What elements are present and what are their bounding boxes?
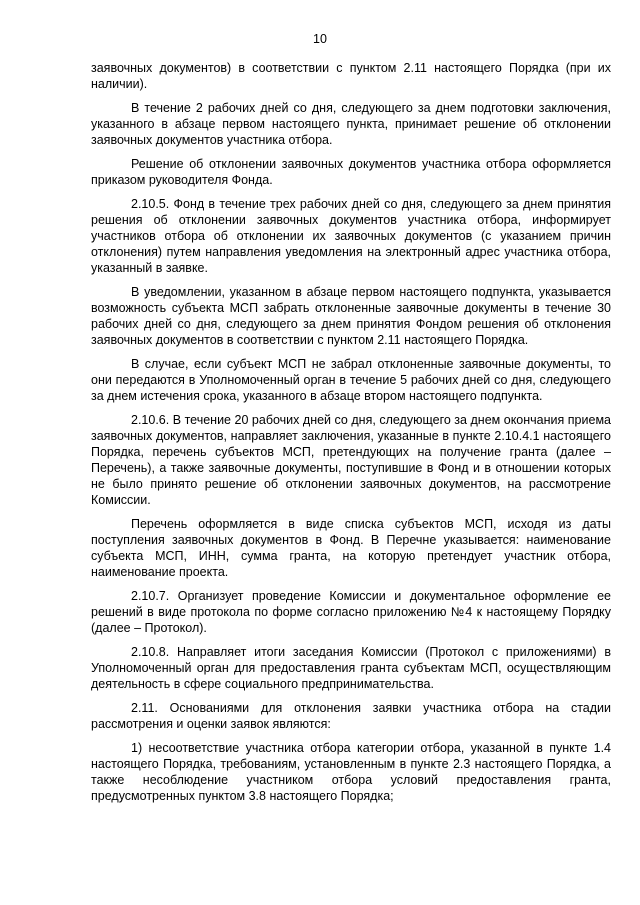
- paragraph: Решение об отклонении заявочных документов участника отбора оформляется приказом руководителя Фонда.: [91, 157, 611, 187]
- paragraph: 2.10.5. Фонд в течение трех рабочих дней со дня, следующего за днем принятия решения об отклонении заявочных документов участника отбора, информирует участников отбора об отклонении их заявочных документов (с указанием причин отклонения) путем направления уведомления на электронный адрес участника отбора, указанный в заявке.: [91, 197, 611, 275]
- paragraph: 2.10.8. Направляет итоги заседания Комиссии (Протокол с приложениями) в Уполномоченный орган для предоставления гранта субъектам МСП, осуществляющим деятельность в сфере социального предпринимательства.: [91, 645, 611, 691]
- paragraph: 1) несоответствие участника отбора категории отбора, указанной в пункте 1.4 настоящего Порядка, требованиям, установленным в пункте 2.3 настоящего Порядка, а также несоблюдение участником отбора условий предоставления гранта, предусмотренных пунктом 3.8 настоящего Порядка;: [91, 741, 611, 803]
- paragraph: 2.10.6. В течение 20 рабочих дней со дня, следующего за днем окончания приема заявочных документов, направляет заключения, указанные в пункте 2.10.4.1 настоящего Порядка, перечень субъектов МСП, претендующих на получение гранта (далее – Перечень), а также заявочные документы, поступившие в Фонд и в отношении которых не было принято решение об отклонении заявочных документов, на рассмотрение Комиссии.: [91, 413, 611, 507]
- paragraph: В случае, если субъект МСП не забрал отклоненные заявочные документы, то они передаются в Уполномоченный орган в течение 5 рабочих дней со дня, следующего за днем истечения срока, указанного в абзаце втором настоящего подпункта.: [91, 357, 611, 403]
- paragraph: В течение 2 рабочих дней со дня, следующего за днем подготовки заключения, указанного в абзаце первом настоящего пункта, принимает решение об отклонении заявочных документов участника отбора.: [91, 101, 611, 147]
- paragraph: 2.10.7. Организует проведение Комиссии и документальное оформление ее решений в виде протокола по форме согласно приложению №4 к настоящему Порядку (далее – Протокол).: [91, 589, 611, 635]
- paragraph: 2.11. Основаниями для отклонения заявки участника отбора на стадии рассмотрения и оценки заявок являются:: [91, 701, 611, 731]
- document-body: [91, 60, 611, 812]
- paragraph: заявочных документов) в соответствии с пунктом 2.11 настоящего Порядка (при их наличии).: [91, 61, 611, 91]
- paragraph: Перечень оформляется в виде списка субъектов МСП, исходя из даты поступления заявочных документов в Фонд. В Перечне указывается: наименование субъекта МСП, ИНН, сумма гранта, на которую претендует участник отбора, наименование проекта.: [91, 517, 611, 579]
- paragraph: В уведомлении, указанном в абзаце первом настоящего подпункта, указывается возможность субъекта МСП забрать отклоненные заявочные документы в течение 30 рабочих дней со дня, следующего за днем принятия Фондом решения об отклонения заявочных документов в соответствии с пунктом 2.11 настоящего Порядка.: [91, 285, 611, 347]
- page-number: 10: [313, 32, 327, 46]
